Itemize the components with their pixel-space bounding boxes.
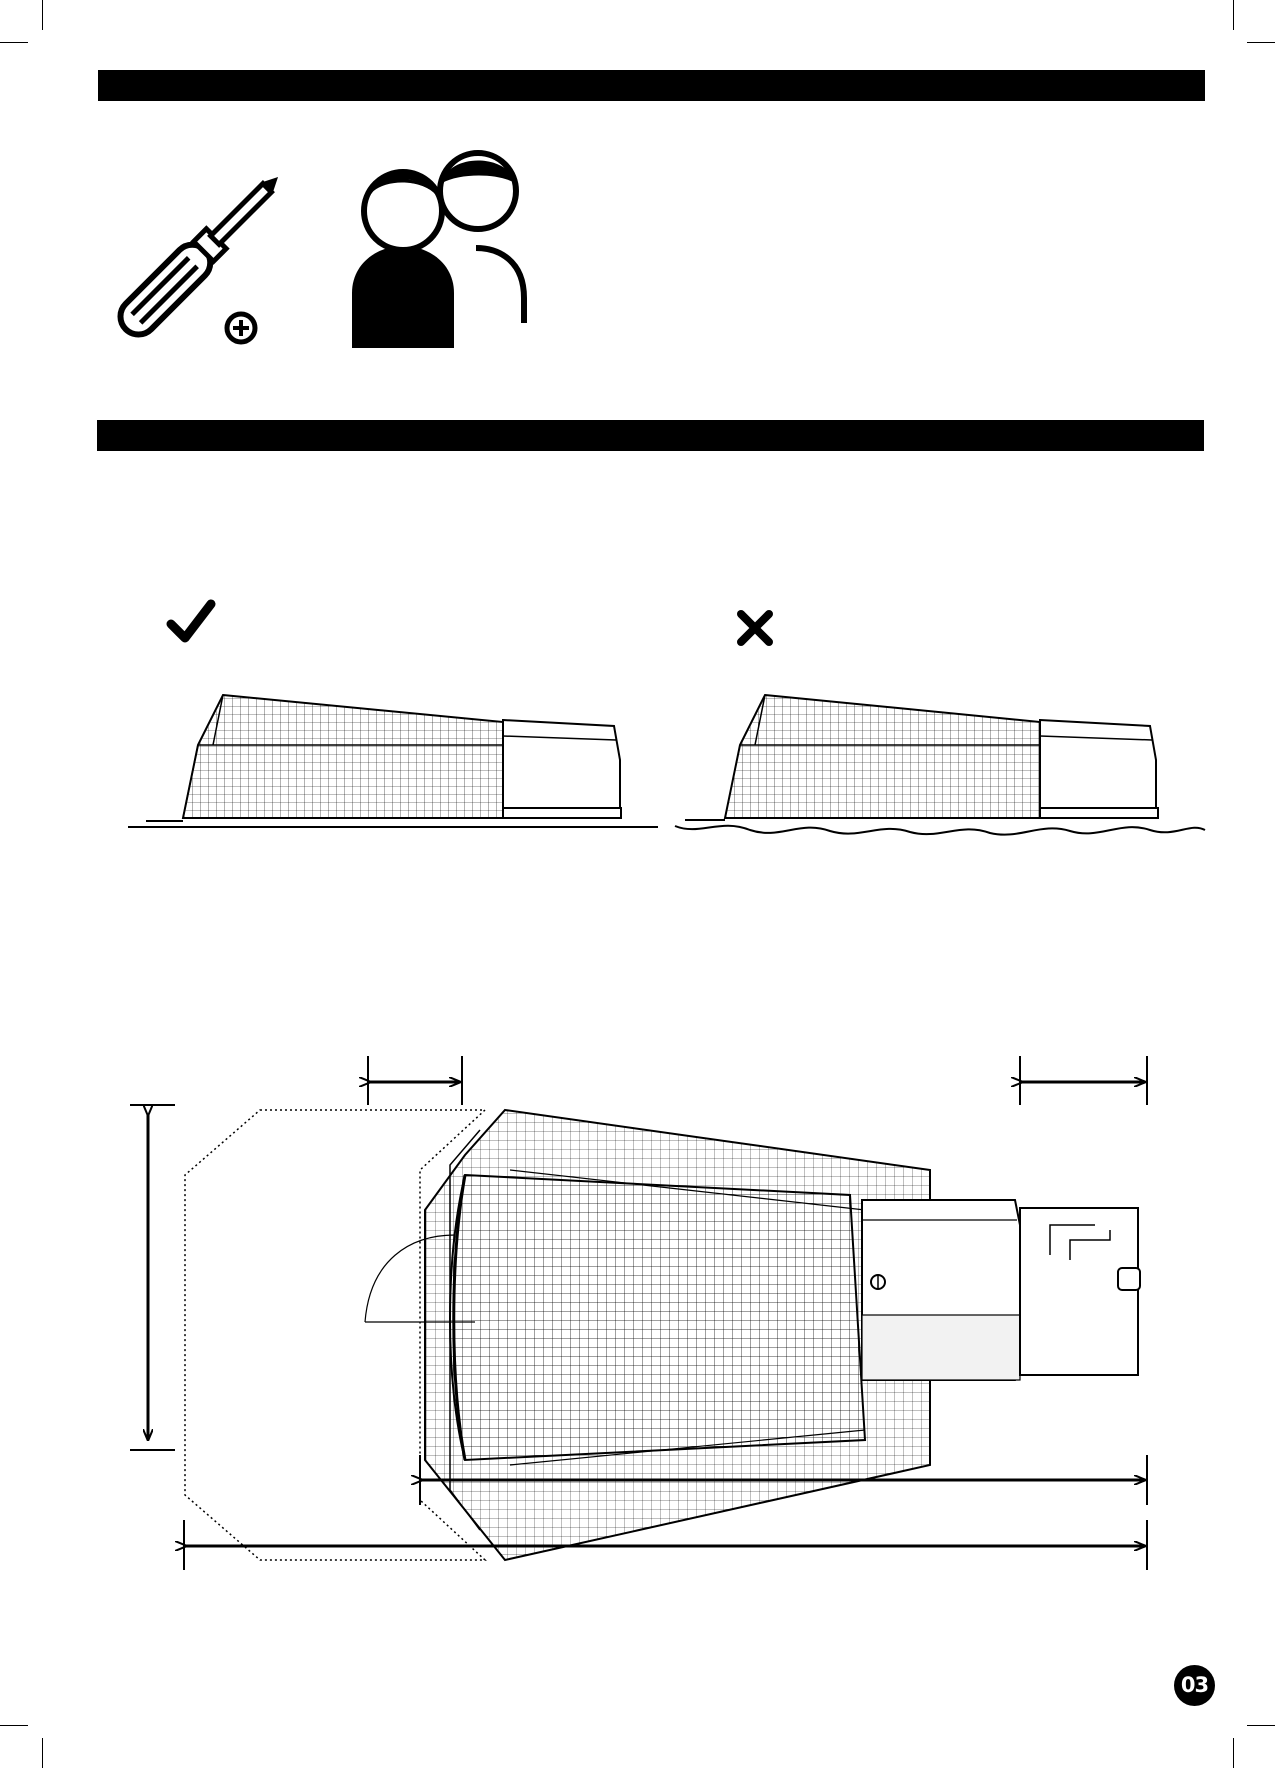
section-header-bar-tools [98, 70, 1205, 101]
two-person-assembly-icon [348, 148, 533, 348]
run-top-view-dimension-drawing [120, 1050, 1170, 1580]
checkmark-icon [168, 600, 214, 644]
section-header-bar-placement [97, 420, 1204, 451]
run-side-view-uneven-ground [670, 690, 1210, 850]
page-number-badge: 03 [1174, 1665, 1215, 1706]
screwdriver-phillips-icon [120, 160, 280, 350]
run-side-view-flat-ground [128, 690, 658, 840]
cross-icon [737, 610, 773, 646]
